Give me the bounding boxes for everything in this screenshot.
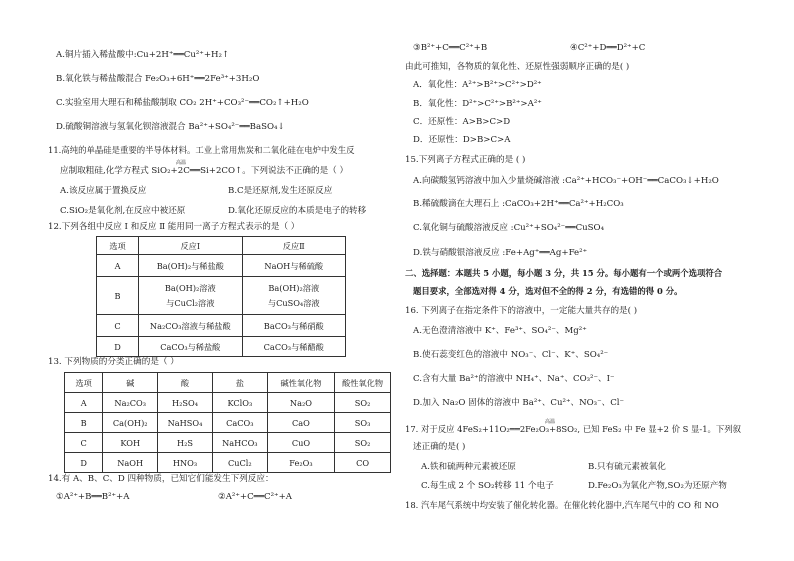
table-row (65, 393, 391, 413)
q14-option-b: B．氧化性：D²⁺>C²⁺>B²⁺>A²⁺ (413, 99, 542, 109)
table-header-cell: 碱 (103, 373, 158, 393)
q10-option-d: D.硫酸铜溶液与氢氧化钡溶液混合 Ba²⁺+SO₄²⁻══BaSO₄↓ (56, 122, 285, 132)
q16-stem: 16. 下列离子在指定条件下的溶液中，一定能大量共存的是( ) (405, 306, 638, 316)
q17-option-d: D.Fe₂O₃为氧化产物,SO₂为还原产物 (588, 481, 727, 491)
table-row (97, 337, 346, 357)
table-row (65, 433, 391, 453)
q11-stem-line1: 11.高纯的单晶硅是重要的半导体材料。工业上常用焦炭和二氧化硅在电炉中发生反 (48, 145, 355, 155)
q11-condition: 高温 (176, 160, 187, 166)
table-cell: KOH (103, 433, 158, 453)
q13-table (64, 372, 391, 473)
q14-reaction-1: ①A²⁺+B══B²⁺+A (56, 492, 130, 502)
q17-stem-line1: 17. 对于反应 4FeS₂+11O₂══2Fe₂O₃+8SO₂, 已知 FeS₂ 中 Fe 显+2 价 S 显-1。下列叙 (405, 424, 742, 434)
table-cell: NaHSO₄ (158, 413, 213, 433)
table-cell: NaOH (103, 453, 158, 473)
table-header-cell: 反应Ⅱ (242, 237, 345, 255)
q15-option-b: B.稀硫酸滴在大理石上 :CaCO₃+2H⁺══Ca²⁺+H₂CO₃ (413, 199, 624, 209)
q14-question: 由此可推知，各物质的氧化性、还原性强弱顺序正确的是( ) (405, 62, 630, 72)
table-cell: Fe₂O₃ (267, 453, 334, 473)
table-header-cell: 酸性氧化物 (335, 373, 391, 393)
q15-stem: 15.下列离子方程式正确的是 ( ) (405, 155, 526, 165)
table-cell: SO₂ (335, 433, 391, 453)
table-header-cell: 反应Ⅰ (139, 237, 242, 255)
q14-reaction-3: ③B²⁺+C══C²⁺+B (413, 43, 488, 53)
table-cell: CaCO₃ (212, 413, 267, 433)
table-header-cell: 选项 (65, 373, 103, 393)
cell-line: 与CuCl₂溶液 (166, 298, 215, 308)
table-cell: KClO₃ (212, 393, 267, 413)
table-cell: C (97, 315, 139, 337)
cell-line: Ba(OH)₂溶液 (164, 283, 216, 293)
table-cell: CaCO₃与稀醋酸 (242, 337, 345, 357)
table-header-cell: 碱性氧化物 (267, 373, 334, 393)
table-cell: CO (335, 453, 391, 473)
table-cell: Ca(OH)₂ (103, 413, 158, 433)
q18-stem-line1: 18. 汽车尾气系统中均安装了催化转化器。在催化转化器中,汽车尾气中的 CO 和 NO (405, 500, 719, 510)
q12-stem: 12.下列各组中反应 Ⅰ 和反应 Ⅱ 能用同一离子方程式表示的是（ ） (48, 222, 300, 232)
table-cell: CuCl₂ (212, 453, 267, 473)
q16-option-b: B.使石蕊变红色的溶液中 NO₃⁻、Cl⁻、K⁺、SO₄²⁻ (413, 350, 609, 360)
table-cell: C (65, 433, 103, 453)
q11-option-b: B.C是还原剂,发生还原反应 (228, 186, 333, 196)
table-header-row (65, 373, 391, 393)
table-cell: CaO (267, 413, 334, 433)
table-header-row (97, 237, 346, 255)
table-cell: HNO₃ (158, 453, 213, 473)
table-cell: H₂S (158, 433, 213, 453)
q10-option-b: B.氧化铁与稀盐酸混合 Fe₂O₃+6H⁺══2Fe³⁺+3H₂O (56, 74, 260, 84)
q10-option-a: A.铜片插入稀盐酸中:Cu+2H⁺══Cu²⁺+H₂↑ (56, 50, 230, 60)
q14-option-d: D．还原性：D>B>C>A (413, 135, 511, 145)
q14-reaction-2: ②A²⁺+C══C²⁺+A (218, 492, 292, 502)
table-cell: H₂SO₄ (158, 393, 213, 413)
q11-option-a: A.该反应属于置换反应 (60, 186, 147, 196)
table-cell: BaCO₃与稀硝酸 (242, 315, 345, 337)
table-header-cell: 选项 (97, 237, 139, 255)
table-cell: B (65, 413, 103, 433)
table-cell (242, 277, 345, 315)
section-2-heading-line1: 二、选择题：本题共 5 小题，每小题 3 分，共 15 分。每小题有一个或两个选项符合 (405, 268, 723, 278)
table-row (97, 255, 346, 277)
table-cell: B (97, 277, 139, 315)
table-cell: D (65, 453, 103, 473)
cell-line: 与CuSO₄溶液 (267, 298, 320, 308)
table-cell: Na₂O (267, 393, 334, 413)
table-cell: CuO (267, 433, 334, 453)
q14-reaction-4: ④C²⁺+D══D²⁺+C (570, 43, 646, 53)
q15-option-d: D.铁与硝酸银溶液反应 :Fe+Ag⁺══Ag+Fe²⁺ (413, 248, 588, 258)
q11-option-c: C.SiO₂是氧化剂,在反应中被还原 (60, 206, 186, 216)
table-cell: NaOH与稀硫酸 (242, 255, 345, 277)
q13-stem: 13. 下列物质的分类正确的是（ ） (48, 357, 179, 367)
q17-stem-line2: 述正确的是( ) (413, 442, 466, 452)
q14-stem: 14.有 A、B、C、D 四种物质，已知它们能发生下列反应： (48, 474, 274, 484)
q17-option-a: A.铁和硫两种元素被还原 (421, 462, 516, 472)
table-cell: Na₂CO₃溶液与稀盐酸 (139, 315, 242, 337)
q17-condition: 高温 (545, 419, 556, 425)
q16-option-d: D.加入 Na₂O 固体的溶液中 Ba²⁺、Cu²⁺、NO₃⁻、Cl⁻ (413, 398, 625, 408)
table-row (65, 413, 391, 433)
q14-option-a: A．氧化性：A²⁺>B²⁺>C²⁺>D²⁺ (413, 80, 542, 90)
q17-option-c: C.每生成 2 个 SO₂转移 11 个电子 (421, 481, 554, 491)
table-cell: NaHCO₃ (212, 433, 267, 453)
table-header-cell: 盐 (212, 373, 267, 393)
q15-option-c: C.氧化铜与硫酸溶液反应 :Cu²⁺+SO₄²⁻══CuSO₄ (413, 223, 605, 233)
q16-option-a: A.无色澄清溶液中 K⁺、Fe³⁺、SO₄²⁻、Mg²⁺ (413, 326, 587, 336)
q17-option-b: B.只有硫元素被氧化 (588, 462, 666, 472)
cell-line: Ba(OH)₂溶液 (268, 283, 320, 293)
q11-stem-line2: 应制取粗硅,化学方程式 SiO₂+2C══Si+2CO↑。下列说法不正确的是（ ） (60, 166, 349, 176)
q12-table (96, 236, 346, 357)
table-cell: SO₂ (335, 393, 391, 413)
table-cell: A (97, 255, 139, 277)
table-row (97, 277, 346, 315)
q16-option-c: C.含有大量 Ba²⁺的溶液中 NH₄⁺、Na⁺、CO₃²⁻、I⁻ (413, 374, 615, 384)
table-cell: Na₂CO₃ (103, 393, 158, 413)
q14-option-c: C．还原性：A>B>C>D (413, 117, 511, 127)
table-cell: SO₃ (335, 413, 391, 433)
table-header-cell: 酸 (158, 373, 213, 393)
table-cell (139, 277, 242, 315)
q15-option-a: A.向碳酸氢钙溶液中加入少量烧碱溶液 :Ca²⁺+HCO₃⁻+OH⁻══CaCO₃↓+H₂O (413, 176, 719, 186)
table-row (65, 453, 391, 473)
table-cell: Ba(OH)₂与稀盐酸 (139, 255, 242, 277)
table-cell: D (97, 337, 139, 357)
q10-option-c: C.实验室用大理石和稀盐酸制取 CO₂ 2H⁺+CO₃²⁻══CO₂↑+H₂O (56, 98, 309, 108)
section-2-heading-line2: 题目要求，全部选对得 4 分，选对但不全的得 2 分，有选错的得 0 分。 (413, 286, 683, 296)
table-cell: CaCO₃与稀盐酸 (139, 337, 242, 357)
table-row (97, 315, 346, 337)
q11-option-d: D.氧化还原反应的本质是电子的转移 (228, 206, 367, 216)
table-cell: A (65, 393, 103, 413)
